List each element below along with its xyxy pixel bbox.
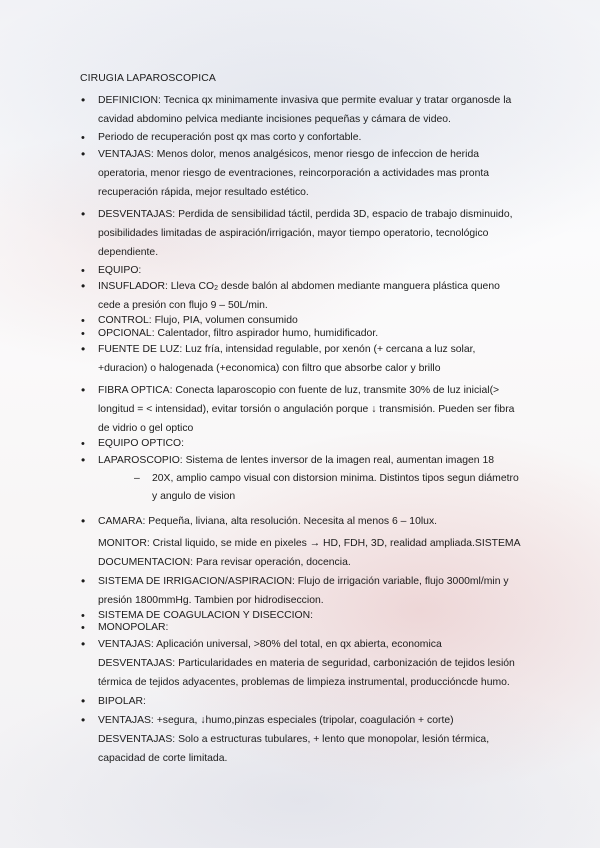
bullet-list-2 [80,572,525,654]
item-definicion: • DEFINICION: Tecnica qx minimamente invasiva que permite evaluar y tratar organosde la cavidad abdomino pelvica mediante incisiones pequeñas y cámara de video. [80,91,525,129]
item-recuperacion: • Periodo de recuperación post qx mas corto y confortable. [80,132,525,145]
item-bipolar: • BIPOLAR: [80,692,525,711]
item-control: • CONTROL: Flujo, PIA, volumen consumido [80,315,525,328]
item-mono-ventajas: • VENTAJAS: Aplicación universal, >80% del total, en qx abierta, economica [80,635,525,654]
co2-subscript: 2 [214,285,218,292]
item-equipo: • EQUIPO: [80,265,525,278]
item-desventajas: • DESVENTAJAS: Perdida de sensibilidad táctil, perdida 3D, espacio de trabajo disminuido, posibilidades limitadas de aspiración/irrigación, mayor tiempo operatorio, tecnológico dependiente. [80,205,525,262]
insuflador-text-a: INSUFLADOR: Lleva CO [98,281,215,292]
monitor-paragraph: MONITOR: Cristal liquido, se mide en pixeles → HD, FDH, 3D, realidad ampliada.SISTEMA DOCUMENTACION: Para revisar operación, docencia. [98,537,520,568]
document-title: CIRUGIA LAPAROSCOPICA [80,73,216,84]
bi-desventajas-paragraph: DESVENTAJAS: Solo a estructuras tubulares, + lento que monopolar, lesión térmica, capacidad de corte limitada. [98,733,490,764]
item-insuflador [80,277,525,315]
laparoscopio-text: LAPAROSCOPIO: Sistema de lentes inversor de la imagen real, aumentan imagen 18 [98,454,495,466]
camara-text: CAMARA: Pequeña, liviana, alta resolución. Necesita al menos 6 – 10lux. [98,515,438,527]
mono-desventajas-paragraph: DESVENTAJAS: Particularidades en materia de seguridad, carbonización de tejidos lesión térmica de tejidos adyacentes, problemas de limpieza instrumental, produccióncde humo. [98,657,515,688]
laparoscopio-sublist [98,470,525,506]
bullet-list-3 [80,692,525,730]
document-body [80,72,525,768]
item-equipo-optico: • EQUIPO OPTICO: [80,438,525,451]
item-opcional: • OPCIONAL: Calentador, filtro aspirador humo, humidificador. [80,328,525,341]
item-camara [80,512,525,531]
item-fuente-luz: • FUENTE DE LUZ: Luz fría, intensidad regulable, por xenón (+ cercana a luz solar, +duracion) o halogenada (+economica) con filtro que absorbe calor y brillo [80,340,525,378]
item-ventajas: • VENTAJAS: Menos dolor, menos analgésicos, menor riesgo de infeccion de herida operatoria, menor riesgo de eventraciones, reincorporación a actividades mas pronta recuperación rápida, mejor resultado estético. [80,145,525,202]
bullet-list [80,91,525,531]
insuflador-text-b: desde balón al abdomen mediante manguera plástica queno cede a presión con flujo 9 – 50L/min. [98,281,500,311]
laparoscopio-subitem: – 20X, amplio campo visual con distorsion minima. Distintos tipos segun diámetro y angulo de vision [134,470,525,506]
item-monopolar: • MONOPOLAR: [80,622,525,635]
item-bi-ventajas: • VENTAJAS: +segura, ↓humo,pinzas especiales (tripolar, coagulación + corte) [80,711,525,730]
item-coagulacion: • SISTEMA DE COAGULACION Y DISECCION: [80,610,525,623]
item-laparoscopio [80,451,525,506]
item-fibra-optica: • FIBRA OPTICA: Conecta laparoscopio con fuente de luz, transmite 30% de luz inicial(> longitud = < intensidad), evitar torsión o angulación porque ↓ transmisión. Pueden ser fibra de vidrio o gel optico [80,381,525,438]
item-irrigacion: • SISTEMA DE IRRIGACION/ASPIRACION: Flujo de irrigación variable, flujo 3000ml/min y presión 1800mmHg. Tambien por hidrodiseccion. [80,572,525,610]
